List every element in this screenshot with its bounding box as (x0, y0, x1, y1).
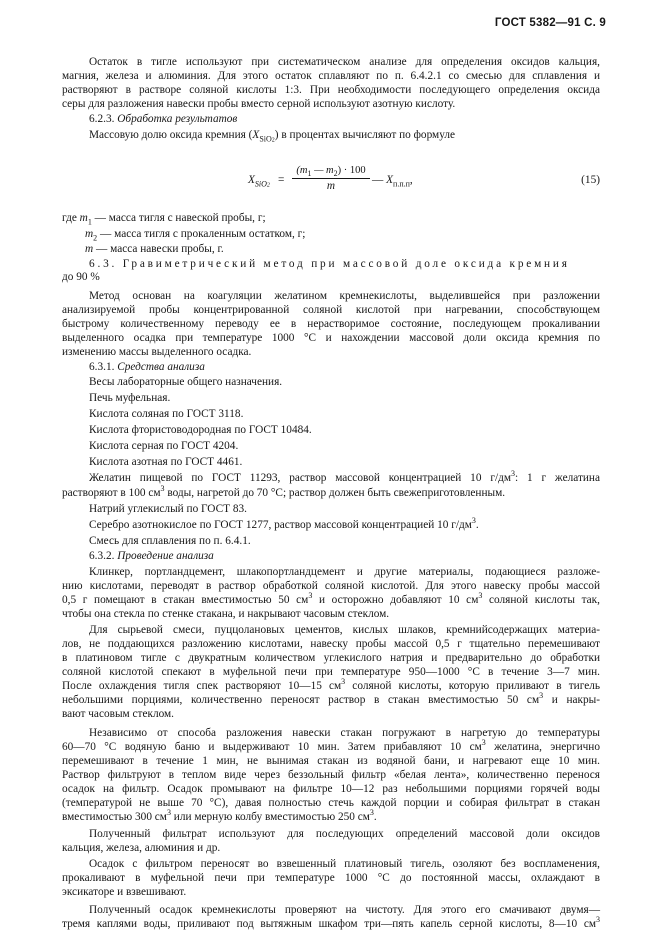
page-header: ГОСТ 5382—91 С. 9 (494, 17, 606, 29)
text-line: анализируемой пробы концентрированной соляной кислотой при нагревании, способствующем (62, 304, 600, 316)
text-line: эксикаторе и взвешивают. (62, 886, 187, 898)
text-line: серы для разложения навески пробы вместо серной используют азотную кислоту. (62, 98, 456, 110)
text-line: Раствор фильтруют в теплом виде через беззольный фильтр «белая лента», количественно перенося (62, 769, 600, 781)
text-line: в платиновом тигле с двукратным количеством углекислого натрия и предварительно до обработки (62, 652, 600, 664)
text-line: прокаливают в муфельной печи при температуре 1000 °С до постоянной массы, охлаждают в (62, 872, 600, 884)
text-line: $m_2$ — масса тигля с прокаленным остатком, г; (85, 228, 306, 243)
text-line: Смесь для сплавления по п. 6.4.1. (89, 535, 251, 547)
text-line: нию кислотами, переводят в раствор обработкой соляной кислотой. Для этого навеску пробы массой (62, 580, 600, 592)
text-line: осадок на фильтр. Осадок промывают на фильтре 10—12 раз небольшими порциями горячей воды (62, 783, 600, 795)
text-line: После охлаждения тигля спек растворяют 10—15 $см^3$ соляной кислоты, которую приливают в тигель (62, 677, 600, 692)
text-line: вместимостью 300 $см^3$ или мерную колбу вместимостью 250 $см^3$. (62, 808, 377, 823)
text-line: быстрому количественному переводу ее в нерастворимое состояние, последующем прокаливании (62, 318, 600, 330)
text-line: изменению массы выделенного осадка. (62, 346, 252, 358)
text-line: Полученный осадок кремнекислоты проверяют на чистоту. Для этого его смачивают двумя— (89, 904, 600, 916)
text-line: Полученный фильтрат используют для последующих определений массовой доли оксидов (89, 828, 600, 840)
text-line: вают часовым стеклом. (62, 708, 175, 720)
text-line: чтобы она стекла по стенке стакана, и накрывают часовым стеклом. (62, 608, 390, 620)
text-line: Независимо от способа разложения навески стакан погружают в нагретую до температуры (89, 727, 600, 739)
formula-15: $X_{SiO2}$ = ($m_1$ — $m_2) \cdot 100$ m — $X_{п.п.п}$, (248, 165, 413, 192)
text-line: магния, железа и алюминия. Для этого остаток сплавляют по п. 6.4.2.1 со смесью для сплавления и (62, 70, 600, 82)
text-line: 60—70 °С водяную баню и выдерживают 10 мин. Затем прибавляют 10 $см^3$ желатина, энергично (62, 738, 601, 753)
text-line: где $m_1$ — масса тигля с навеской пробы, г; (62, 212, 266, 227)
text-line: растворяют в 100 $см^3$ воды, нагретой до 70 °С; раствор должен быть свежеприготовленным. (62, 484, 506, 499)
text-line: растворяют в растворе соляной кислоты 1:3. При необходимости последующего определения оксида (62, 84, 600, 96)
text-line: Натрий углекислый по ГОСТ 83. (89, 503, 247, 515)
text-line: Для сырьевой смеси, пуццолановых цементов, кислых шлаков, кремнийсодержащих материа- (89, 624, 600, 636)
text-line: выделенного осадка при температуре 1000 °С и нахождении массовой доли оксида кремния по (62, 332, 600, 344)
text-line: перемешивают в течение 1 мин, не вынимая стакан из водяной бани, и нагревают еще 10 мин. (62, 755, 600, 767)
text-line: Желатин пищевой по ГОСТ 11293, раствор массовой концентрацией 10 $г/дм^3$: 1 г желатина (89, 469, 600, 484)
text-line: Кислота серная по ГОСТ 4204. (89, 440, 239, 452)
text-line: Весы лабораторные общего назначения. (89, 376, 283, 388)
section-heading: 6.3.2. Проведение анализа (89, 550, 214, 562)
text-line: 0,5 г помещают в стакан вместимостью 50 $см^3$ и осторожно добавляют 10 $см^3$ соляной кислоты так, (62, 591, 600, 606)
text-line: Кислота азотная по ГОСТ 4461. (89, 456, 243, 468)
text-line: Остаток в тигле используют при систематическом анализе для определения оксидов кальция, (89, 56, 600, 68)
text-line: m — масса навески пробы, г. (85, 243, 224, 255)
text-line: Кислота фтористоводородная по ГОСТ 10484. (89, 424, 312, 436)
text-line: лов, не поддающихся разложению кислотами, навеску пробы массой 0,5 г тщательно перемешивают (62, 638, 600, 650)
section-heading: 6.3.1. Средства анализа (89, 361, 205, 373)
text-line: Массовую долю оксида кремния $(X_{SiO2})$ в процентах вычисляют по формуле (89, 129, 456, 144)
text-line: соляной кислотой спекают в муфельной печи при температуре 950—1000 °С в течение 3—7 мин. (62, 666, 600, 678)
text-line: Серебро азотнокислое по ГОСТ 1277, раствор массовой концентрацией 10 $г/дм^3$. (89, 516, 479, 531)
text-line: до 90 % (62, 271, 100, 283)
section-heading: 6.2.3. Обработка результатов (89, 113, 238, 125)
text-line: небольшими порциями, количественно переносят раствор в стакан вместимостью 50 $см^3$ и накры- (62, 691, 600, 706)
text-line: Печь муфельная. (89, 392, 171, 404)
equation-number: (15) (581, 174, 600, 186)
text-line: (температурой не выше 70 °С), давая полностью стечь каждой порции и собирая фильтрат в стакан (62, 797, 600, 809)
text-line: Осадок с фильтром переносят во взвешенный платиновый тигель, озоляют без воспламенения, (89, 858, 600, 870)
section-heading: 6.3. Гравиметрический метод при массовой доле оксида кремния (89, 258, 570, 270)
text-line: Кислота соляная по ГОСТ 3118. (89, 408, 244, 420)
text-line: тремя каплями воды, приливают под вытяжным шкафом три—пять капель серной кислоты, 8—10 $см^3$ (62, 915, 600, 930)
text-line: Клинкер, портландцемент, шлакопортландцемент и другие материалы, подающиеся разложе- (89, 566, 600, 578)
text-line: Метод основан на коагуляции желатином кремнекислоты, выделившейся при разложении (89, 290, 600, 302)
text-line: кальция, железа, алюминия и др. (62, 842, 221, 854)
